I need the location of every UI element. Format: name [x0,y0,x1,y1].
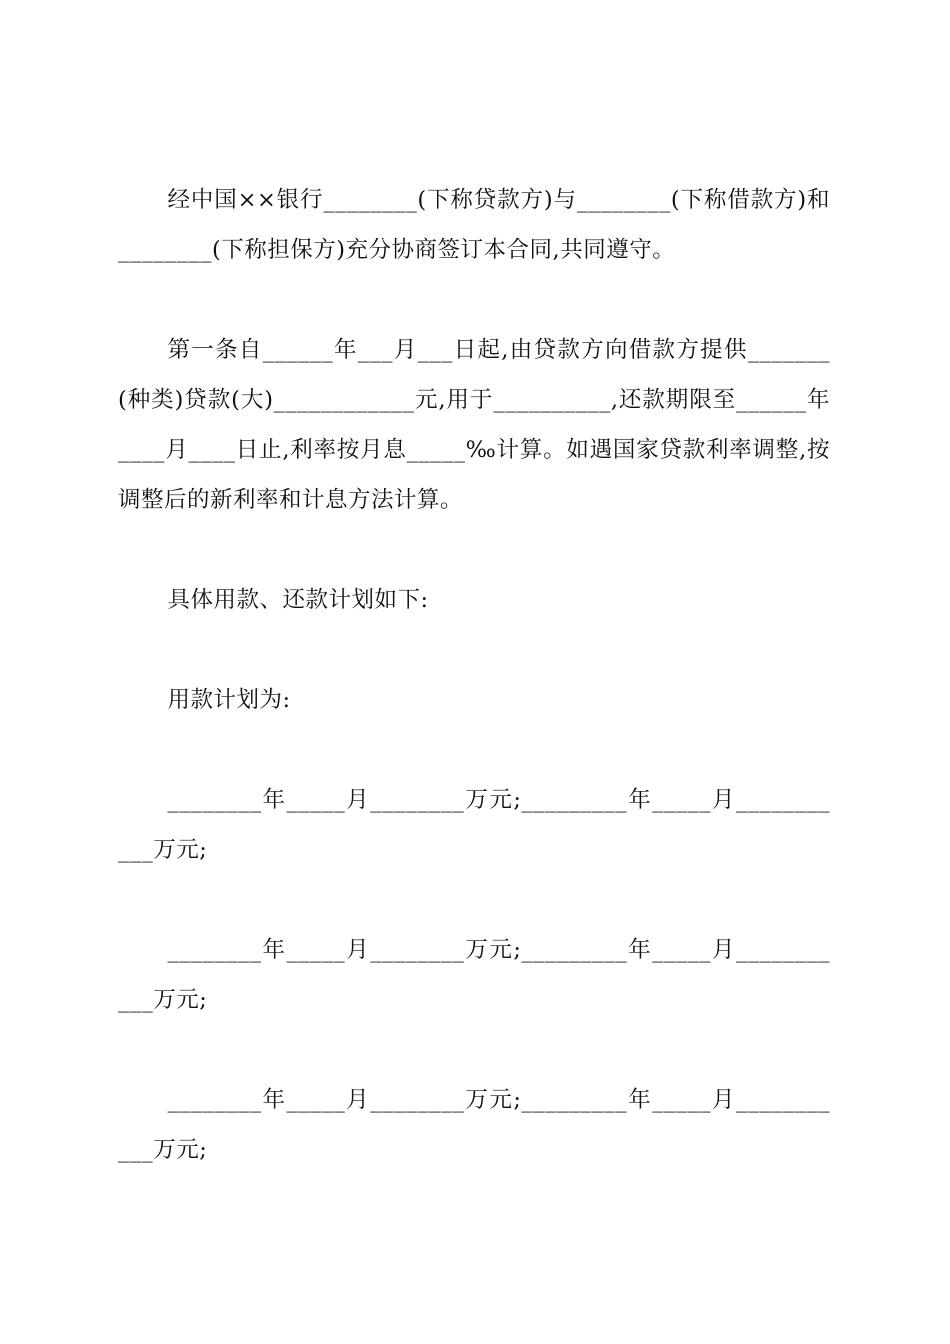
repayment-plan-heading: 具体用款、还款计划如下: [167,586,429,613]
usage-plan-line-3: ________年_____月________万元;_________年_____月___________万元; [118,1086,830,1163]
usage-plan-line-1: ________年_____月________万元;_________年_____月___________万元; [118,786,830,863]
usage-plan-heading: 用款计划为: [167,686,291,713]
usage-plan-line-2: ________年_____月________万元;_________年_____月___________万元; [118,936,830,1013]
intro-paragraph: 经中国××银行________(下称贷款方)与________(下称借款方)和________(下称担保方)充分协商签订本合同,共同遵守。 [118,186,830,263]
article-one-paragraph: 第一条自______年___月___日起,由贷款方向借款方提供_______(种类)贷款(大)____________元,用于__________,还款期限至______年____月____日止,利率按月息_____‰计算。如遇国家贷款利率调整,按调整后的新利率和计息方法计算。 [118,336,830,513]
